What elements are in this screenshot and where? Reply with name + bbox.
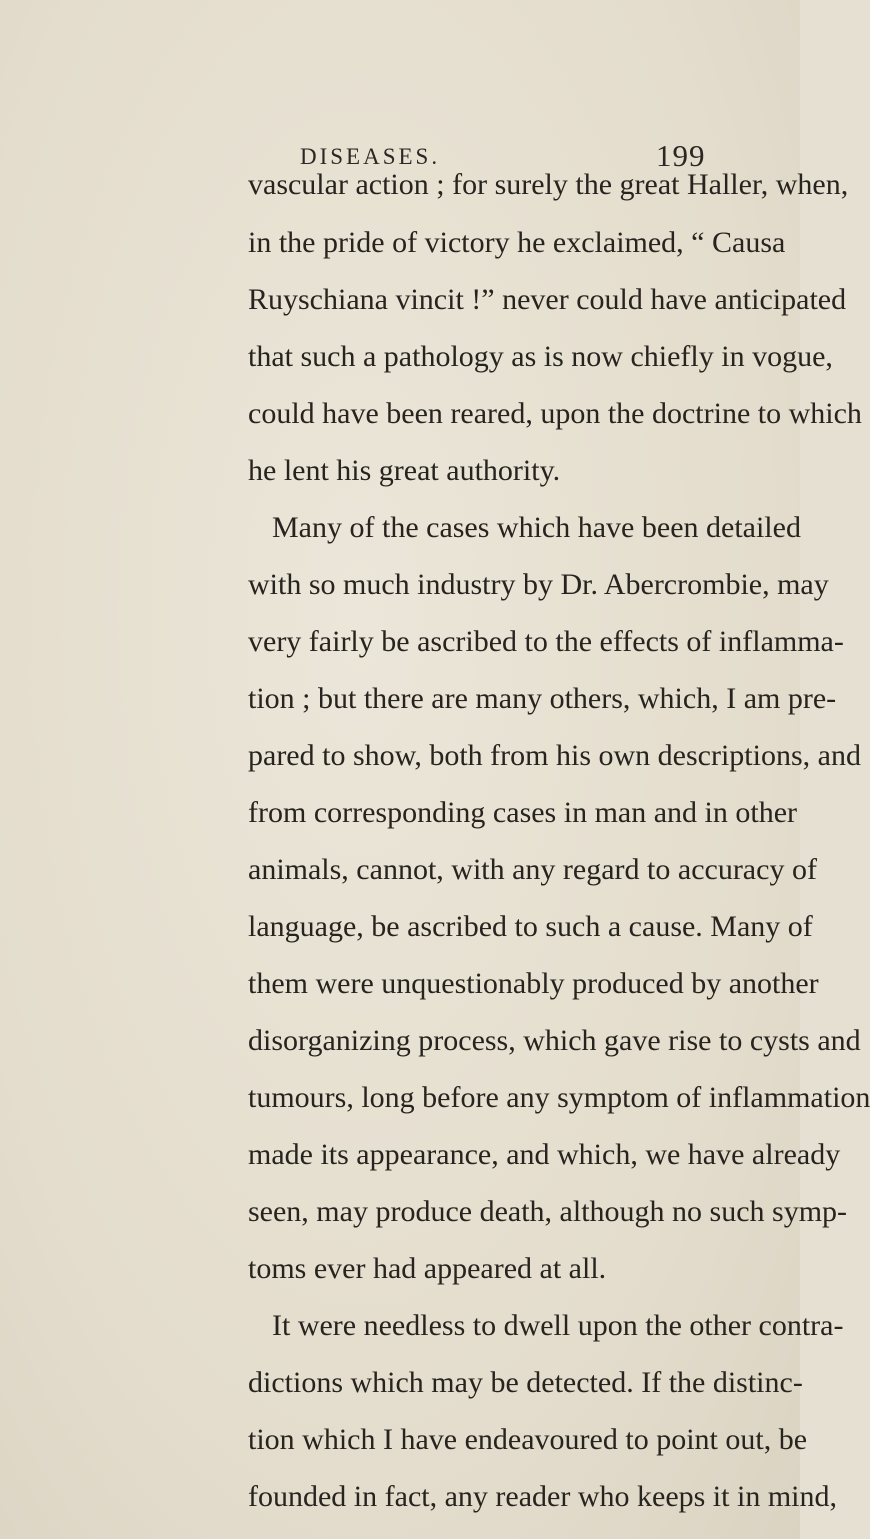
running-title: DISEASES. xyxy=(300,144,441,169)
text-line: Many of the cases which have been detailed xyxy=(272,511,801,544)
text-line: tion which I have endeavoured to point out, be xyxy=(248,1423,808,1456)
text-line: founded in fact, any reader who keeps it in mind, xyxy=(248,1480,837,1513)
text-line: seen, may produce death, although no such symp- xyxy=(248,1195,848,1228)
text-line: in the pride of victory he exclaimed, “ Causa xyxy=(248,226,786,259)
text-line: language, be ascribed to such a cause. Many of xyxy=(248,910,813,943)
text-line: from corresponding cases in man and in other xyxy=(248,796,798,829)
text-line: with so much industry by Dr. Abercrombie, may xyxy=(248,568,829,601)
text-line: It were needless to dwell upon the other contra- xyxy=(272,1309,844,1342)
text-line: vascular action ; for surely the great Haller, when, xyxy=(248,168,849,201)
text-line: pared to show, both from his own descriptions, and xyxy=(248,739,861,772)
text-line: tion ; but there are many others, which, I am pre- xyxy=(248,682,837,715)
text-line: that such a pathology as is now chiefly in vogue, xyxy=(248,340,833,373)
text-line: dictions which may be detected. If the distinc- xyxy=(248,1366,803,1399)
text-line: toms ever had appeared at all. xyxy=(248,1252,607,1285)
text-line: made its appearance, and which, we have already xyxy=(248,1138,841,1171)
page-number: 199 xyxy=(656,138,706,173)
text-line: he lent his great authority. xyxy=(248,454,561,487)
text-line: tumours, long before any symptom of inflammation xyxy=(248,1081,870,1114)
text-line: very fairly be ascribed to the effects of inflamma- xyxy=(248,625,844,658)
text-line: animals, cannot, with any regard to accuracy of xyxy=(248,853,817,886)
text-line: could have been reared, upon the doctrine to which xyxy=(248,397,862,430)
text-line: them were unquestionably produced by another xyxy=(248,967,819,1000)
text-line: disorganizing process, which gave rise to cysts and xyxy=(248,1024,861,1057)
text-line: Ruyschiana vincit !” never could have anticipated xyxy=(248,283,847,316)
